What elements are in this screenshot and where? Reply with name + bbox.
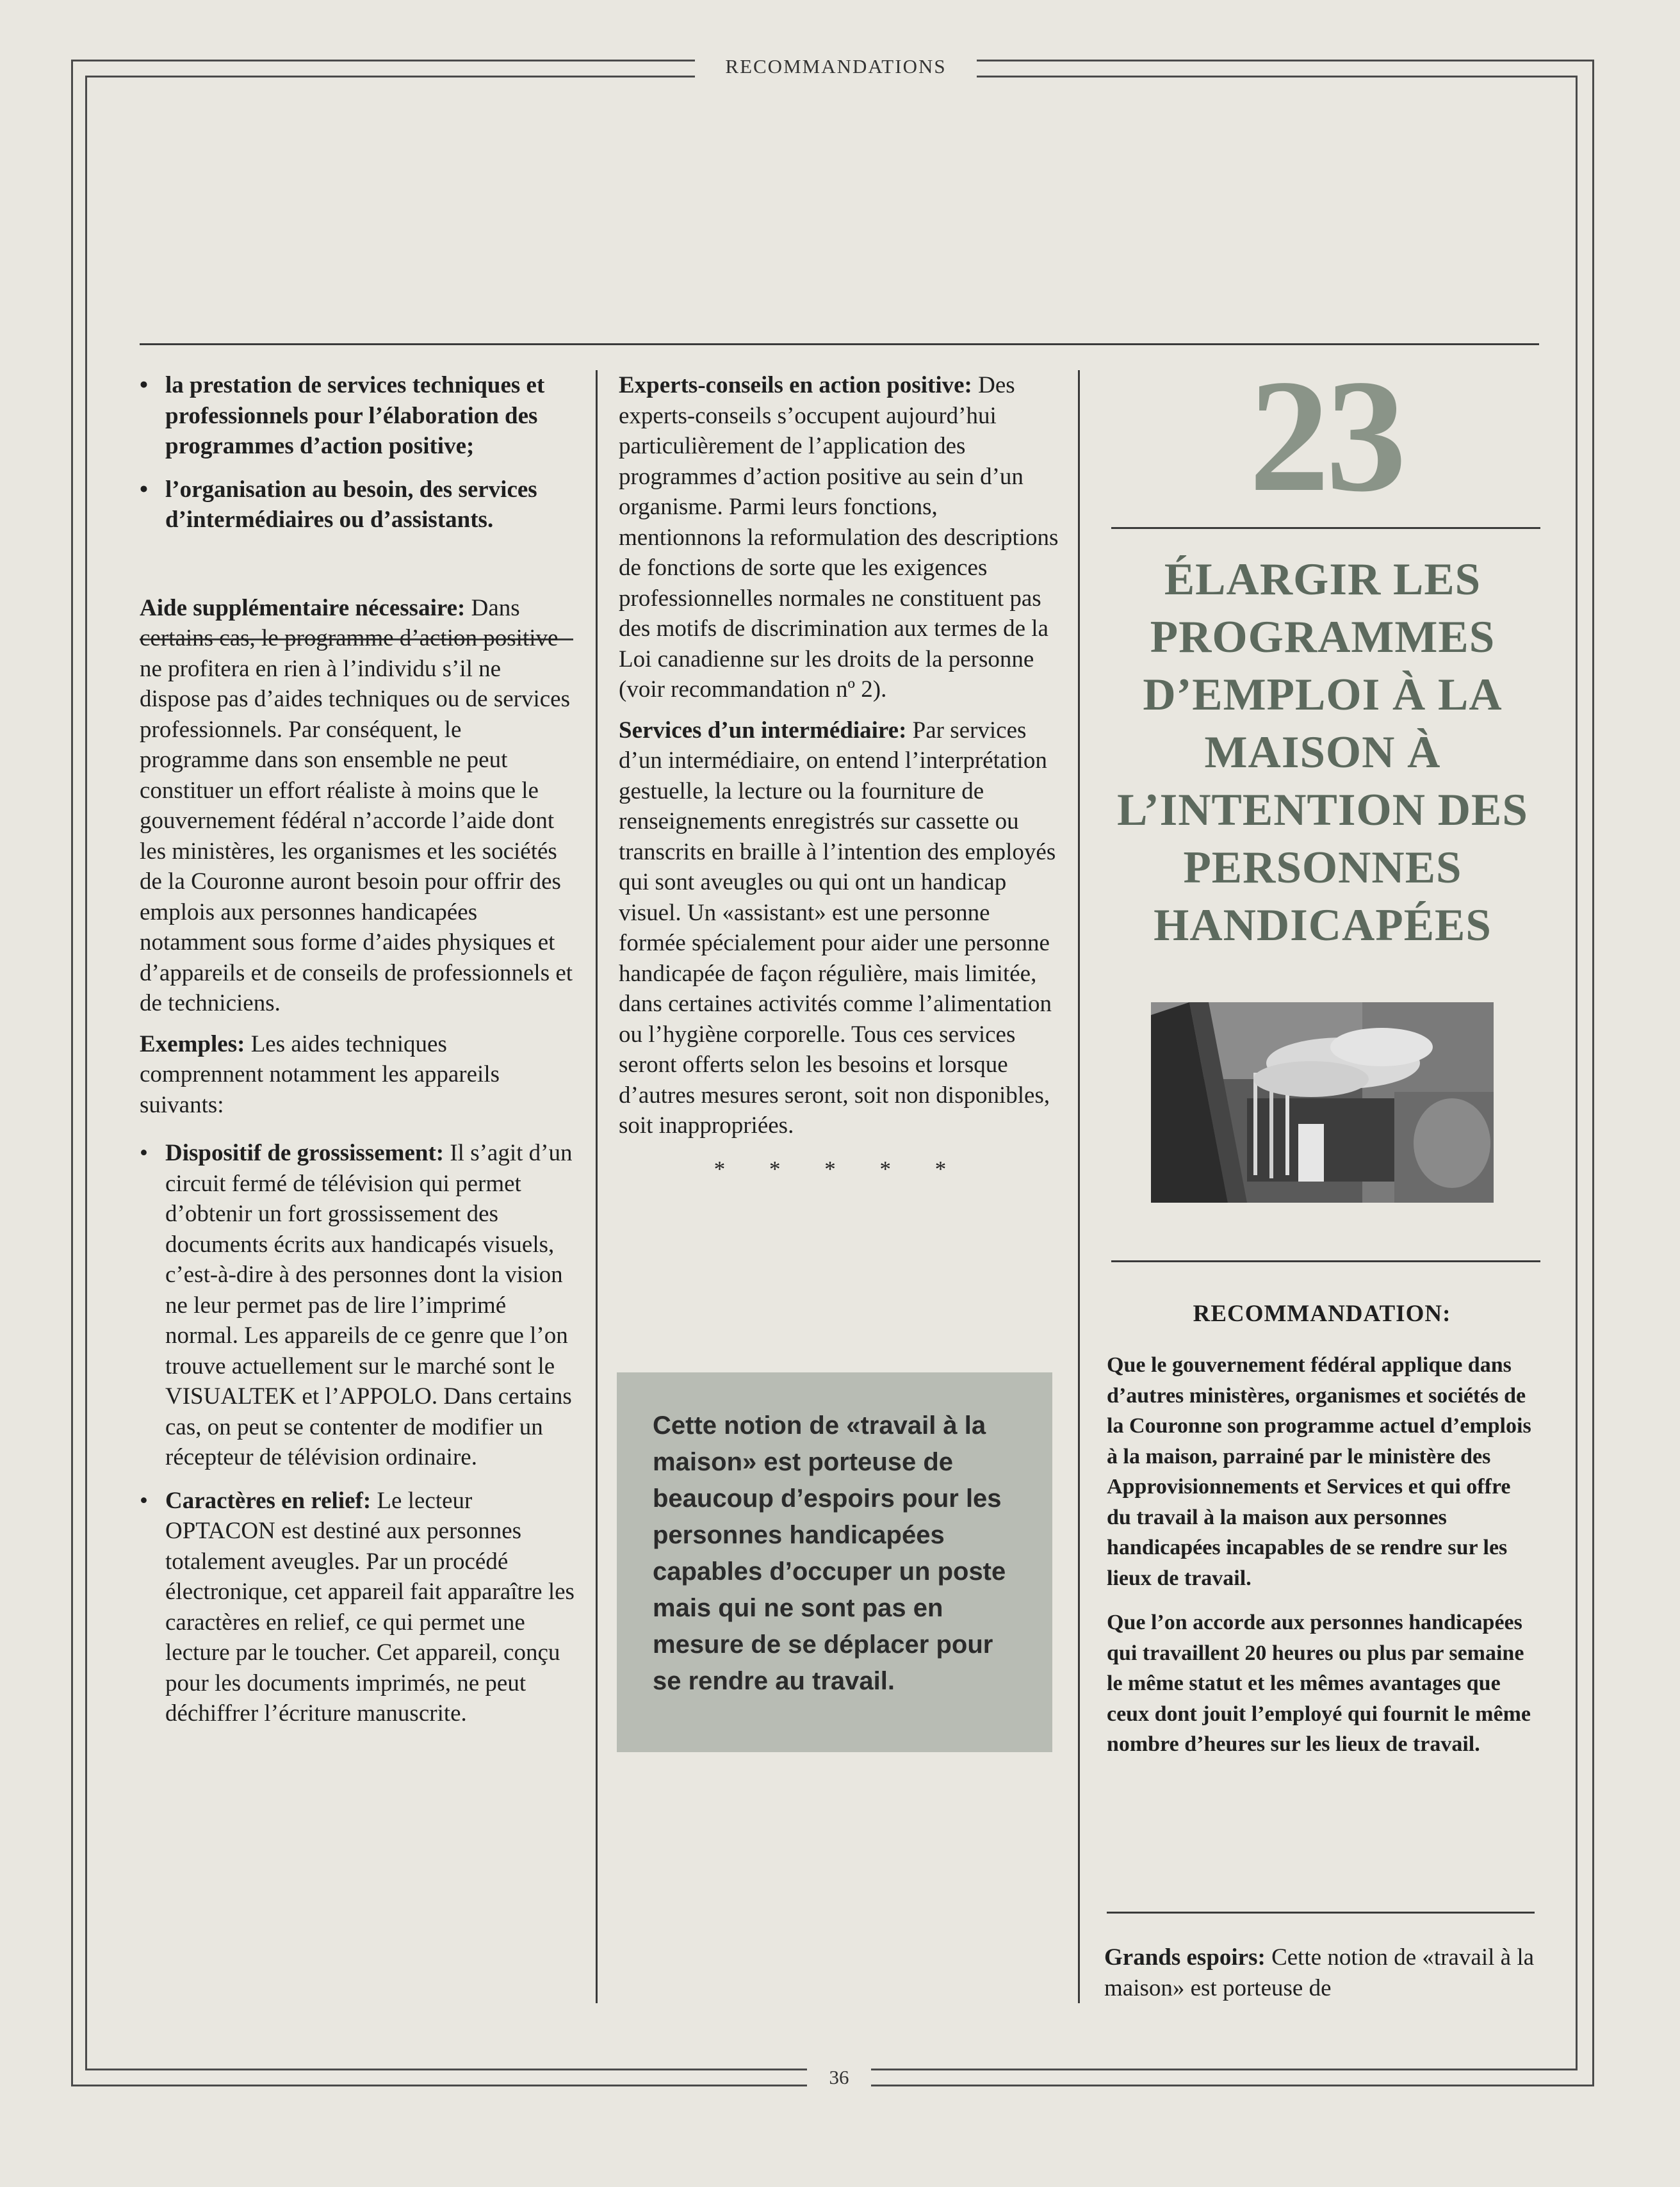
photo-hands-reading-device <box>1151 1002 1494 1203</box>
page-number: 36 <box>807 2065 871 2090</box>
experts-text: Des experts-conseils s’occupent aujourd’hui particulièrement de l’application des programmes d’action positive au sein d’un organisme. Parmi leurs fonctions, mentionnons la reformulation des descriptions de fonctions de sorte que les exigences professionnelles normales ne constituent pas des motifs de discrimination aux termes de la Loi canadienne sur les droits de la personne (voir recommandation nº 2). <box>619 372 1059 703</box>
number-rule <box>1111 527 1540 529</box>
list-item <box>140 1138 575 1473</box>
recommendation-title: ÉLARGIR LES PROGRAMMES D’EMPLOI À LA MAISON À L’INTENTION DES PERSONNES HANDICAPÉES <box>1117 555 1528 950</box>
col2-col3-divider <box>1078 370 1080 2003</box>
top-rule <box>140 343 1539 345</box>
bullet-list-aids <box>140 1138 575 1729</box>
relief-text: Le lecteur OPTACON est destiné aux personnes totalement aveugles. Par un procédé électronique, cet appareil fait apparaître les caractères en relief, ce qui permet une lecture par le toucher. Cet appareil, conçu pour les documents imprimés, ne peut déchiffrer l’écriture manuscrite. <box>165 1487 575 1727</box>
grands-text: Cette notion de «travail à la maison» est porteuse de <box>1104 1944 1535 2001</box>
pull-quote: Cette notion de «travail à la maison» est porteuse de beaucoup d’espoirs pour les personnes handicapées capables d’occuper un poste mais qui ne sont pas en mesure de se déplacer pour se rendre au travail. <box>617 1372 1052 1752</box>
recommendation-number: 23 <box>1249 346 1403 525</box>
photo-illustration <box>1151 1002 1494 1203</box>
paragraph-experts <box>619 370 1061 705</box>
paragraph-exemples <box>140 1029 575 1121</box>
section-separator-stars: * * * * * <box>714 1156 966 1182</box>
col1-col2-divider <box>596 370 598 2003</box>
recommendation-paragraph-2: Que l’on accorde aux personnes handicapées qui travaillent 20 heures ou plus par semaine le même statut et les mêmes avantages que ceux dont jouit l’employé qui fournit le même nombre d’heures sur les lieux de travail. <box>1107 1611 1531 1756</box>
list-item <box>140 1486 575 1729</box>
photo-rule <box>1111 1260 1540 1262</box>
recommendation-body <box>1107 1350 1540 1774</box>
column-left <box>140 370 575 1742</box>
recommendation-heading: RECOMMANDATION: <box>1193 1301 1451 1327</box>
recommendation-rule <box>1107 1912 1535 1914</box>
bullet-list-top <box>140 370 575 535</box>
paragraph-aide <box>140 593 575 1019</box>
grands-label: Grands espoirs: <box>1104 1944 1266 1971</box>
experts-label: Experts-conseils en action positive: <box>619 372 972 398</box>
paragraph-services <box>619 715 1061 1141</box>
exemples-label: Exemples: <box>140 1030 245 1057</box>
section-header: RECOMMANDATIONS <box>695 54 977 79</box>
list-item: • l’organisation au besoin, des services d’intermédiaires ou d’assistants. <box>140 475 575 535</box>
recommendation-paragraph-1: Que le gouvernement fédéral applique dans d’autres ministères, organismes et sociétés de la Couronne son programme actuel d’emplois à la maison, parrainé par le ministère des Approvisionnements et Services et qui offre du travail à la maison aux personnes handicapées incapables de se rendre sur les lieux de travail. <box>1107 1353 1531 1590</box>
dispositif-label: Dispositif de grossissement: <box>165 1140 444 1166</box>
list-item: • la prestation de services techniques et professionnels pour l’élaboration des programmes d’action positive; <box>140 370 575 462</box>
services-text: Par services d’un intermédiaire, on entend l’interprétation gestuelle, la lecture ou la fourniture de renseignements enregistrés sur cassette ou transcrits en braille à l’intention des employés qui sont aveugles ou qui ont un handicap visuel. Un «assistant» est une personne formée spécialement pour aider une personne handicapée de façon régulière, mais limitée, dans certaines activités comme l’alimentation ou l’hygiène corporelle. Tous ces services seront offerts selon les besoins et lorsque d’autres mesures seront, soit non disponibles, soit inappropriées. <box>619 717 1056 1139</box>
aide-label: Aide supplémentaire nécessaire: <box>140 594 466 621</box>
paragraph-grands-espoirs <box>1104 1942 1540 2003</box>
services-label: Services d’un intermédiaire: <box>619 717 907 744</box>
column-middle <box>619 370 1061 1184</box>
dispositif-text: Il s’agit d’un circuit fermé de télévision qui permet d’obtenir un fort grossissement des documents écrits aux handicapés visuels, c’est-à-dire à des personnes dont la vision ne leur permet pas de lire l’imprimé normal. Les appareils de ce genre que l’on trouve actuellement sur le marché sont le VISUALTEK et l’APPOLO. Dans certains cas, on peut se contenter de modifier un récepteur de télévision ordinaire. <box>165 1140 573 1470</box>
relief-label: Caractères en relief: <box>165 1487 371 1514</box>
exemples-text: Les aides techniques comprennent notamment les appareils suivants: <box>140 1030 500 1118</box>
aide-text: Dans certains cas, le programme d’action positive ne profitera en rien à l’individu s’il ne dispose pas d’aides techniques ou de services professionnels. Par conséquent, le programme dans son ensemble ne peut constituer un effort réaliste à moins que le gouvernement fédéral n’accorde l’aide dont les ministères, les organismes et les sociétés de la Couronne auront besoin pour offrir des emplois aux personnes handicapées notamment sous forme d’aides physiques et d’appareils et de conseils de professionnels et de techniciens. <box>140 594 573 1016</box>
